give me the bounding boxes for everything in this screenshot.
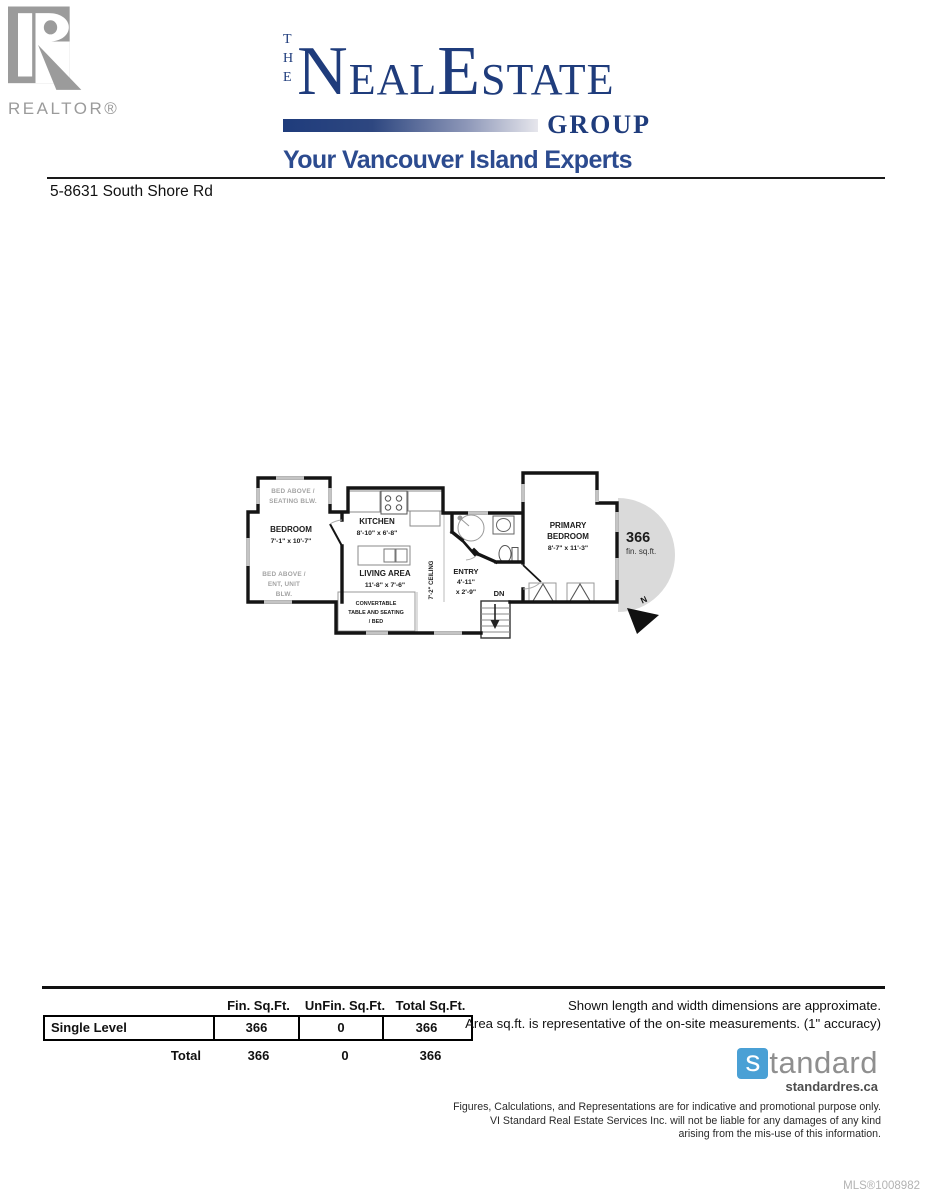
dn-label: DN	[493, 589, 505, 598]
living-dims: 11'-8" x 7'-6"	[364, 582, 406, 589]
gradient-bar	[283, 119, 538, 132]
brand-the-e: E	[283, 70, 293, 85]
table-header-total: Total Sq.Ft.	[395, 998, 466, 1013]
table-header-unfin: UnFin. Sq.Ft.	[304, 998, 386, 1013]
standard-website: standardres.ca	[785, 1079, 878, 1094]
disclaimer-line: Figures, Calculations, and Representations are for indicative and promotional purpose only.	[453, 1101, 881, 1113]
shower-icon	[458, 515, 484, 541]
bedroom-door-icon	[330, 524, 342, 546]
note-line: Shown length and width dimensions are approximate.	[567, 998, 881, 1013]
row-fin-value: 366	[215, 1017, 300, 1039]
area-unit: fin. sq.ft.	[626, 547, 657, 556]
brand-group: GROUP	[547, 110, 651, 139]
brand-bar-row	[283, 110, 651, 140]
room-labels	[262, 488, 589, 625]
header-divider	[47, 177, 885, 179]
total-label: Total	[170, 1048, 201, 1063]
table-total-row	[43, 1046, 473, 1066]
stairs-icon	[481, 601, 510, 638]
floorplan-svg	[238, 462, 688, 642]
area-badge	[618, 498, 675, 612]
disclaimer-line: VI Standard Real Estate Services Inc. will not be liable for any damages of any kind	[489, 1114, 881, 1127]
convertable-label: TABLE AND SEATING	[348, 610, 404, 616]
bed-above-seating-label: BED ABOVE /	[271, 488, 315, 495]
total-total-value: 366	[419, 1048, 442, 1063]
ceiling-label: 7'-2" CEILING	[429, 560, 435, 600]
entry-dims: 4'-11"	[456, 579, 476, 586]
disclaimer-line: arising from the mis-use of this information.	[678, 1128, 881, 1140]
living-label: LIVING AREA	[359, 569, 411, 578]
kitchen-label: KITCHEN	[359, 517, 395, 526]
primary-label: PRIMARY	[549, 521, 587, 530]
bedroom-label: BEDROOM	[270, 525, 312, 534]
brand-name-row	[283, 30, 651, 110]
standard-logo-s-icon: s	[737, 1048, 768, 1079]
realtor-r-icon	[8, 6, 88, 92]
area-summary-table	[43, 997, 473, 1066]
brand-the-t: T	[283, 32, 293, 47]
row-total-value: 366	[415, 1020, 438, 1035]
legal-disclaimer	[453, 1101, 881, 1142]
area-value: 366	[626, 530, 651, 546]
walls	[248, 473, 617, 633]
closet-doors-icon	[529, 583, 594, 601]
counter-icon	[349, 491, 380, 512]
bed-above-ent-label: ENT, UNIT	[267, 581, 301, 588]
convertable-label: CONVERTABLE	[355, 601, 397, 607]
realtor-logo	[8, 6, 128, 119]
property-address: 5-8631 South Shore Rd	[50, 183, 213, 200]
floorplan	[238, 462, 688, 642]
table-header-row	[43, 997, 473, 1015]
table-row	[43, 1015, 473, 1041]
bed-above-seating-label: SEATING BLW.	[269, 498, 317, 505]
bed-above-ent-label: BED ABOVE /	[262, 571, 306, 578]
measurement-notes	[465, 997, 881, 1032]
counter-icon	[408, 491, 442, 511]
kitchen-dims: 8'-10" x 6'-8"	[356, 530, 398, 537]
convertable-label: / BED	[368, 619, 384, 625]
mls-number: MLS®1008982	[843, 1180, 920, 1192]
brand-name: NEALESTATE	[297, 33, 615, 110]
standard-logo-text: tandard	[769, 1045, 878, 1080]
brand-logo	[283, 30, 651, 175]
brand-the	[283, 30, 294, 87]
row-label: Single Level	[45, 1017, 215, 1039]
brand-tagline: Your Vancouver Island Experts	[283, 146, 632, 174]
stove-icon	[381, 491, 407, 514]
north-label: N	[638, 593, 649, 606]
primary-door-icon	[523, 565, 541, 582]
bedroom-dims: 7'-1" x 10'-7"	[270, 538, 312, 545]
note-line: Area sq.ft. is representative of the on-site measurements. (1" accuracy)	[465, 1015, 881, 1031]
total-fin-value: 366	[247, 1048, 270, 1063]
washer-icon	[493, 516, 514, 534]
footer-divider	[42, 986, 885, 989]
entry-label: ENTRY	[453, 567, 479, 576]
realtor-label: REALTOR®	[8, 99, 120, 118]
standard-logo	[737, 1045, 878, 1081]
primary-dims: 8'-7" x 11'-3"	[547, 545, 589, 552]
toilet-icon	[499, 546, 518, 563]
entry-dims: x 2'-9"	[455, 589, 477, 596]
brand-the-h: H	[283, 51, 295, 66]
fridge-icon	[410, 511, 440, 526]
island-sink-icon	[358, 546, 410, 565]
row-unfin-value: 0	[300, 1017, 384, 1039]
primary-label: BEDROOM	[547, 532, 589, 541]
total-unfin-value: 0	[341, 1048, 349, 1063]
table-header-spacer	[43, 997, 215, 1015]
bed-above-ent-label: BLW.	[275, 591, 293, 598]
table-header-fin: Fin. Sq.Ft.	[227, 998, 290, 1013]
